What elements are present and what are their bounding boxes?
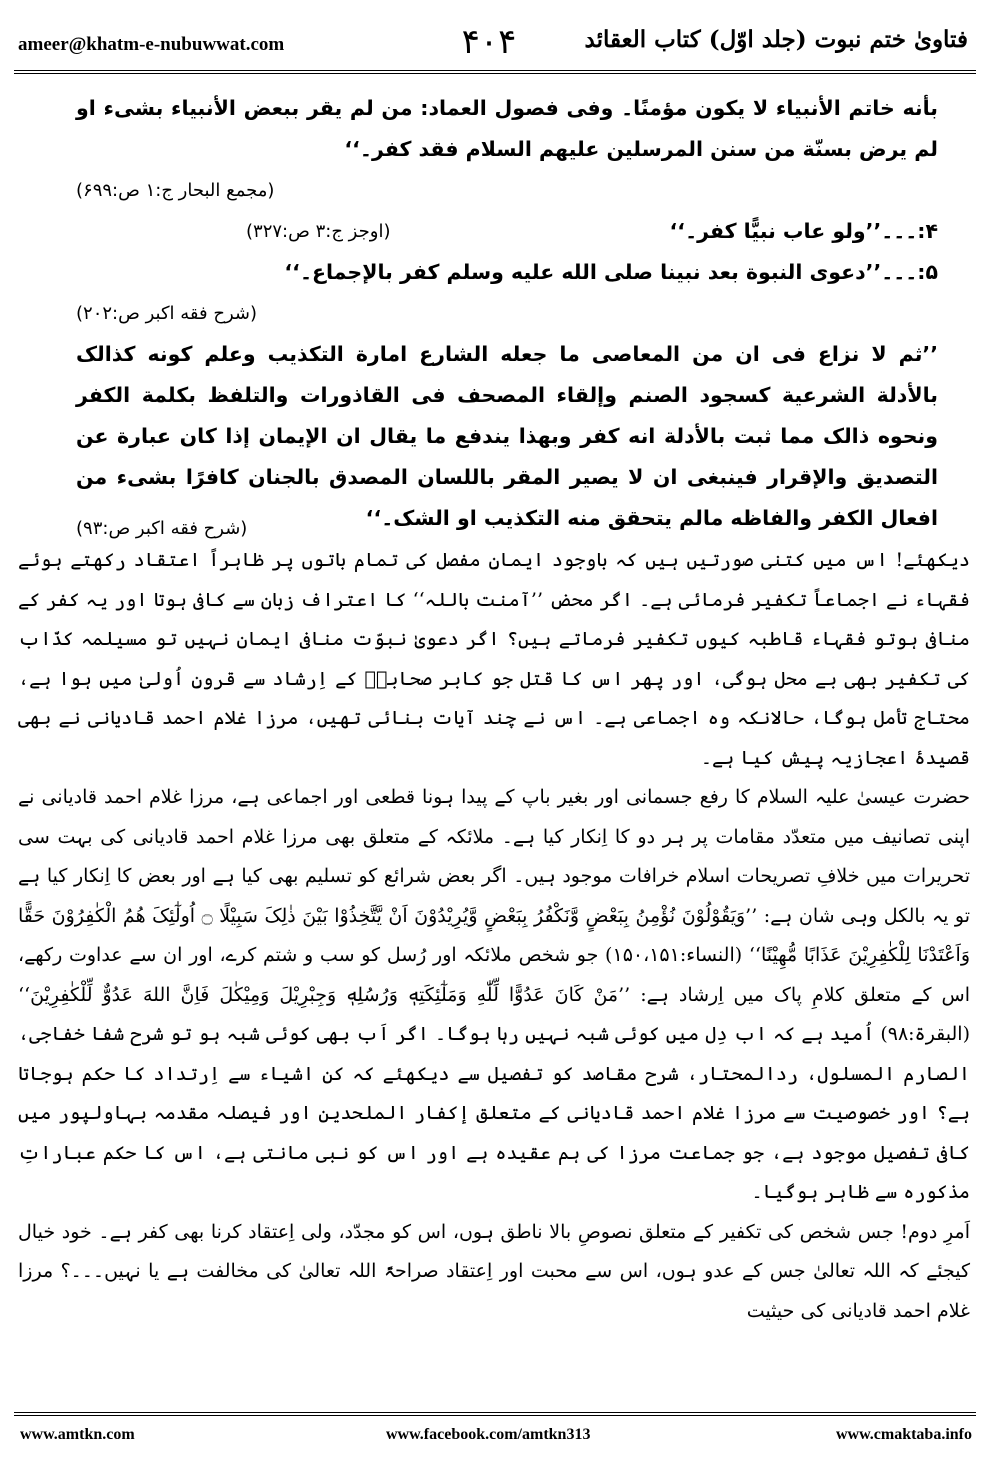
reference-5: (شرح فقه اکبر ص:۲۰۲) xyxy=(76,303,257,324)
header-email[interactable]: ameer@khatm-e-nubuwwat.com xyxy=(18,34,285,55)
reference-row-6 xyxy=(76,519,938,539)
footer-link-facebook[interactable]: www.facebook.com/amtkn313 xyxy=(386,1426,591,1443)
item-5-row xyxy=(76,252,938,293)
item-4: ۴:۔۔۔’’ولو عاب نبیًّا کفر۔‘‘ xyxy=(669,219,938,243)
urdu-paragraph-3: اَمرِ دوم! جس شخص کی تکفیر کے متعلق نصوصِ بالا ناطق ہوں، اس کو مجدّد، ولی اِعتقاد کرنا بھی کفر ہے۔ خود خیال کیجئے کہ اللہ تعالیٰ جس کے عدو ہوں، اس سے محبت اور اِعتقاد صراحۃً اللہ تعالیٰ کی مخالفت ہے یا نہیں۔۔۔؟ مرزا غلام احمد قادیانی کی حیثیت xyxy=(18,1220,970,1322)
reference-row-5 xyxy=(76,293,938,334)
page-header xyxy=(14,14,976,74)
footer-link-cmaktaba[interactable]: www.cmaktaba.info xyxy=(835,1426,972,1443)
page-content xyxy=(14,88,974,1331)
item-4-row xyxy=(76,211,938,252)
urdu-paragraph-1: دیکھئے! اس میں کتنی صورتیں ہیں کہ باوجود ایمانِ مفصل کی تمام باتوں پر ظاہراً اعتقاد رکھتے ہوئے فقہاء نے اجماعاً تکفیر فرمائی ہے۔ اگر محض ’’آمنت باللہ‘‘ کا اعتراف زبان سے کافی ہوتا اور یہ کفر کے منافی ہوتو فقہاء قاطبہ کیوں تکفیر فرماتے ہیں؟ اگر دعویٰ نبوّت منافی ایمان نہیں تو مسیلمہ کذّاب کی تکفیر بھی بے محل ہوگی، اور پھر اس کا قتل جو کابر صحابہؓ کے اِرشاد سے قرونِ اُولیٰ میں ہوا ہے، محتاج تأمل ہوگا، حالانکہ وہ اجماعی ہے۔ اس نے چند آیات بنائی تھیں، مرزا غلام احمد قادیانی نے بھی قصیدۂ اعجازیہ پیش کیا ہے۔ xyxy=(18,549,970,769)
reference-1: (مجمع البحار ج:۱ ص:۶۹۹) xyxy=(76,180,275,201)
item-5: ۵:۔۔۔’’دعوی النبوة بعد نبینا صلی الله علیه وسلم کفر بالإجماع۔‘‘ xyxy=(284,260,938,284)
footer-link-amtkn[interactable]: www.amtkn.com xyxy=(20,1426,135,1443)
arabic-quote-1: بأنه خاتم الأنبیاء لا یکون مؤمنًا۔ وفی فصول العماد: من لم یقر ببعض الأنبیاء بشیء او لم یرض بسنّة من سنن المرسلین علیهم السلام فقد کفر۔‘‘ xyxy=(76,96,938,161)
page-footer xyxy=(14,1412,976,1443)
urdu-paragraph-2: حضرت عیسیٰ علیہ السلام کا رفع جسمانی اور بغیر باپ کے پیدا ہونا قطعی اور اجماعی ہے، مرزا غلام احمد قادیانی نے اپنی تصانیف میں متعدّد مقامات پر ہر دو کا اِنکار کیا ہے۔ ملائکہ کے متعلق بھی مرزا غلام احمد قادیانی کی بہت سی تحریرات میں خلافِ تصریحات اسلام خرافات موجود ہیں۔ اگر بعض شرائع کو تسلیم بھی کیا ہے اور بعض کا اِنکار کیا ہے تو یہ بالکل وہی شان ہے: ’’وَیَقُوْلُوْنَ نُؤْمِنُ بِبَعْضٍ وَّنَکْفُرُ بِبَعْضٍ وَّیُرِیْدُوْنَ اَنْ یَّتَّخِذُوْا بَیْنَ ذٰلِکَ سَبِیْلًا ۝ اُولٰٓئِکَ هُمُ الْکٰفِرُوْنَ حَقًّا وَاَعْتَدْنَا لِلْکٰفِرِیْنَ عَذَابًا مُّهِیْنًا‘‘ (النساء:۱۵۰،۱۵۱) جو شخص ملائکہ اور رُسل کو سب و شتم کرے، اور ان سے عداوت رکھے، اس کے متعلق کلامِ پاک میں اِرشاد ہے: ’’مَنْ کَانَ عَدُوًّا لِّلّٰهِ وَمَلٰٓئِکَتِهٖ وَرُسُلِهٖ وَجِبْرِیْلَ وَمِیْکٰلَ فَاِنَّ اللهَ عَدُوٌّ لِّلْکٰفِرِیْنَ‘‘ (البقرۃ:۹۸) اُمید ہے کہ اب دِل میں کوئی شبہ نہیں رہا ہوگا۔ اگر اَب بھی کوئی شبہ ہو تو شرح شفا خفاجی، الصارم المسلول، ردالمحتار، شرح مقاصد کو تفصیل سے دیکھئے کہ کن اشیاء سے اِرتداد کا حکم ہوجاتا ہے؟ اور خصوصیت سے مرزا غلام احمد قادیانی کے متعلق إکفار الملحدین اور فیصلہ مقدمہ بہاولپور میں کافی تفصیل موجود ہے، جو جماعت مرزا کی ہم عقیدہ ہے اور اس کو نبی مانتی ہے، اس کا حکم عباراتِ مذکورہ سے ظاہر ہوگیا۔ xyxy=(18,786,971,1203)
book-title: فتاویٰ ختم نبوت (جلد اوّل) کتاب العقائد xyxy=(584,26,968,53)
page-number: ۴۰۴ xyxy=(461,22,517,62)
arabic-quote-2: ’’ثم لا نزاع فی ان من المعاصی ما جعله الشارع امارة التکذیب وعلم کونه کذالک بالأدلة الشرعیة کسجود الصنم وإلقاء المصحف فی القاذورات والتلفظ بکلمة الکفر ونحوه ذالک مما ثبت بالأدلة انه کفر وبهذا یندفع ما یقال ان الإیمان إذا کان عبارة عن التصدیق والإقرار فینبغی ان لا یصیر المقر باللسان المصدق بالجنان کافرًا بشیء من افعال الکفر والفاظه مالم یتحقق منه التکذیب او الشک۔‘‘ xyxy=(76,342,938,530)
reference-4: (اوجز ج:۳ ص:۳۲۷) xyxy=(246,221,391,242)
reference-6: (شرح فقه اکبر ص:۹۳) xyxy=(76,518,248,539)
reference-row-1 xyxy=(76,170,938,211)
